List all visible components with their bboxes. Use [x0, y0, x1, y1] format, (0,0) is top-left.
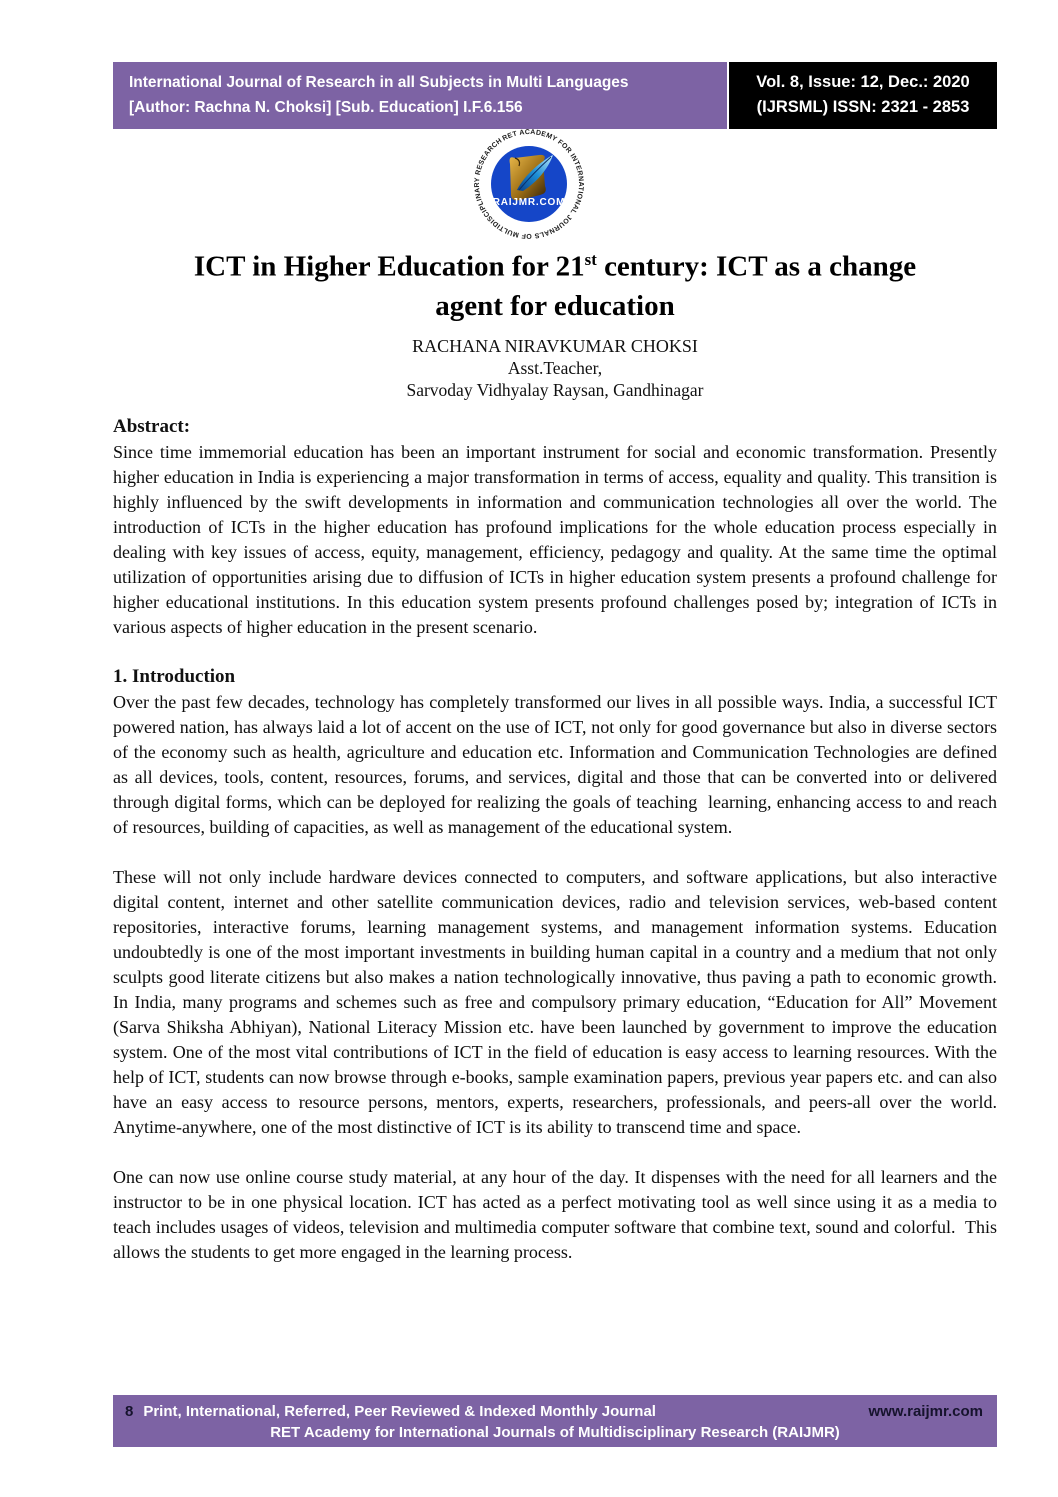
author-block	[113, 335, 997, 401]
abstract-text: Since time immemorial education has been an important instrument for social and economic transformation. Presently higher education in India is experiencing a major transformation in terms of access, equality and quality. This transition is highly influenced by the swift developments in information and communication technologies all over the world. The introduction of ICTs in the higher education has profound implications for the whole education process especially in dealing with key issues of access, equity, management, efficiency, pedagogy and quality. At the same time the optimal utilization of opportunities arising due to diffusion of ICTs in higher education system presents a profound challenge for higher educational institutions. In this education system presents profound challenges posed by; integration of ICTs in various aspects of higher education in the present scenario.	[113, 441, 997, 637]
intro-paragraph-2: These will not only include hardware devices connected to computers, and software applications, but also interactive digital content, internet and other satellite communication devices, radio and television services, web-based content repositories, interactive forums, learning management systems, and management information systems. Education undoubtedly is one of the most important investments in building human capital in a country and a medium that not only sculpts good literate citizens but also makes a nation technologically innovative, thus paving a path to economic growth. In India, many programs and schemes such as free and compulsory primary education, “Education for All” Movement (Sarva Shiksha Abhiyan), National Literacy Mission etc. have been launched by government to improve the education system. One of the most vital contributions of ICT in the field of education is easy access to learning resources. With the help of ICT, students can now browse through e-books, sample examination papers, previous year papers etc. and can also have an easy access to resource persons, mentors, experts, researchers, professionals, and peers-all over the world. Anytime-anywhere, one of the most distinctive of ICT is its ability to transcend time and space.	[113, 866, 997, 1137]
journal-banner	[113, 62, 727, 129]
logo-ring-text: RET ACADEMY FOR INTERNATIONAL JOURNALS OF MULTIDISCIPLINARY RESEARCH	[473, 128, 585, 240]
author-affiliation: Sarvoday Vidhyalay Raysan, Gandhinagar	[406, 379, 704, 400]
author-role: Asst.Teacher,	[507, 357, 603, 378]
title-superscript: st	[584, 250, 597, 269]
footer-publisher: RET Academy for International Journals of Multidisciplinary Research (RAIJMR)	[270, 1424, 840, 1441]
title-line1-post: century: ICT as a change	[596, 250, 917, 283]
footer-journal-type: Print, International, Referred, Peer Reviewed & Indexed Monthly Journal	[143, 1403, 656, 1420]
logo-site-label: RAIJMR.COM	[492, 197, 566, 208]
volume-issue-date: Vol. 8, Issue: 12, Dec.: 2020	[756, 73, 970, 91]
raijmr-logo-svg	[449, 128, 609, 240]
raijmr-logo-icon	[449, 128, 609, 240]
author-name: RACHANA NIRAVKUMAR CHOKSI	[412, 335, 698, 356]
title-line1-pre: ICT in Higher Education for 21	[193, 250, 585, 283]
abstract-heading: Abstract:	[113, 415, 191, 437]
issue-banner	[729, 62, 997, 129]
journal-name: International Journal of Research in all Subjects in Multi Languages	[129, 74, 629, 91]
page-footer	[113, 1395, 997, 1447]
footer-website: www.raijmr.com	[868, 1403, 983, 1420]
page-number: 8	[125, 1403, 134, 1420]
paper-title	[113, 240, 997, 326]
footer-line1	[113, 1395, 997, 1422]
intro-paragraph-1: Over the past few decades, technology has completely transformed our lives in all possible ways. India, a successful ICT powered nation, has always laid a lot of accent on the use of ICT, not only for good governance but also in diverse sectors of the economy such as health, agriculture and education etc. Information and Communication Technologies are defined as all devices, tools, content, resources, forums, and services, digital and those that can be converted into or delivered through digital forms, which can be deployed for realizing the goals of teaching learning, enhancing access to and reach of resources, building of capacities, as well as management of the educational system.	[113, 691, 997, 837]
journal-author-line: [Author: Rachna N. Choksi] [Sub. Education] I.F.6.156	[129, 99, 523, 116]
introduction-heading: 1. Introduction	[113, 665, 236, 687]
intro-paragraph-3: One can now use online course study material, at any hour of the day. It dispenses with the need for all learners and the instructor to be in one physical location. ICT has acted as a perfect motivating tool as well since using it as a media to teach includes usages of videos, television and multimedia computer software that combine text, sound and colorful. This allows the students to get more engaged in the learning process.	[113, 1166, 997, 1262]
title-line2: agent for education	[435, 289, 675, 322]
page-header	[113, 62, 997, 129]
issn-line: (IJRSML) ISSN: 2321 - 2853	[756, 98, 970, 116]
article-body	[113, 240, 997, 1265]
